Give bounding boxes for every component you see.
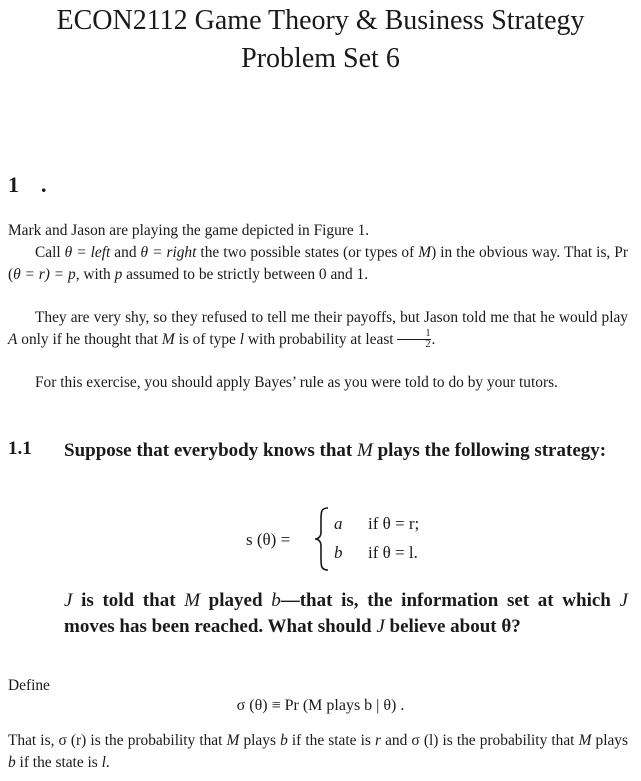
symbol-l: l — [239, 330, 244, 348]
paragraph-shy — [8, 307, 628, 350]
strategy-lhs: s (θ) = — [246, 530, 291, 549]
question-text — [64, 588, 628, 639]
section-heading — [8, 172, 47, 198]
symbol-b: b — [8, 753, 16, 771]
subsection-title-a: Suppose that everybody knows that — [64, 440, 357, 461]
case2-condition: if θ = l. — [368, 543, 418, 562]
bayes-text: For this exercise, you should apply Bayes’ rule as you were told to do by your tutors. — [35, 374, 558, 391]
sigma-text-c: if the state is — [287, 732, 375, 749]
paragraph-bayes — [8, 372, 628, 394]
and-text: and — [110, 244, 141, 261]
document-subtitle: Problem Set 6 — [241, 43, 400, 74]
section-dot: . — [41, 172, 47, 197]
document-title: ECON2112 Game Theory & Business Strategy — [56, 5, 585, 36]
fraction-denominator: 2 — [425, 339, 431, 351]
symbol-l: l — [101, 753, 106, 771]
paragraph-states — [8, 242, 628, 285]
symbol-r: r — [374, 732, 381, 749]
section-number: 1 — [8, 172, 19, 197]
question-e: believe about θ? — [384, 615, 521, 637]
symbol-a: A — [8, 330, 18, 348]
paragraph-intro — [8, 220, 628, 242]
eq-p: ) = p — [44, 265, 76, 283]
case2-value: b — [334, 543, 343, 562]
states-text-c: ) in the obvious way. That is, Pr ( — [8, 244, 628, 283]
shy-text-e: . — [431, 330, 436, 348]
intro-text: Mark and Jason are playing the game depicted in Figure 1. — [8, 222, 370, 239]
fraction-half — [397, 329, 431, 350]
symbol-m: M — [418, 244, 432, 261]
subsection-title-b: plays the following strategy: — [372, 440, 607, 461]
shy-text-a: They are very shy, so they refused to tell me their payoffs, but Jason told me that he would play — [35, 309, 628, 326]
case1-condition: if θ = r; — [368, 514, 420, 533]
symbol-j: J — [376, 615, 385, 637]
symbol-m: M — [184, 590, 201, 611]
question-b: played — [200, 590, 272, 611]
theta-right: θ = right — [140, 244, 197, 261]
symbol-m: M — [578, 732, 592, 749]
states-text-e: assumed to be strictly between 0 and 1. — [122, 265, 369, 283]
subsection-number: 1.1 — [8, 438, 32, 459]
states-text-a: Call — [35, 244, 65, 261]
define-label: Define — [8, 677, 50, 694]
theta-left: θ = left — [64, 244, 111, 261]
sigma-text-b: plays — [239, 732, 281, 749]
paragraph-sigma — [8, 730, 628, 773]
symbol-j: J — [64, 590, 73, 611]
symbol-b: b — [280, 732, 288, 749]
symbol-m: M — [161, 330, 175, 348]
symbol-p: p — [114, 265, 123, 283]
sigma-text-a: That is, σ (r) is the probability that — [8, 732, 227, 749]
symbol-m: M — [226, 732, 240, 749]
fraction-numerator: 1 — [397, 329, 431, 340]
sigma-text-e: plays — [591, 732, 628, 749]
sigma-text-g: . — [105, 753, 110, 771]
symbol-m: M — [356, 440, 373, 461]
states-text-b: the two possible states (or types of — [196, 244, 419, 261]
states-text-d: , with — [75, 265, 115, 283]
symbol-j: J — [619, 590, 628, 611]
sigma-text-f: if the state is — [15, 753, 102, 771]
question-a: is told that — [72, 590, 185, 611]
question-c: —that is, the information set at which — [280, 590, 620, 611]
subsection-title — [64, 438, 628, 464]
symbol-b: b — [271, 590, 281, 611]
theta-eq-r: θ = r — [13, 265, 45, 283]
cases-brace — [312, 506, 332, 572]
shy-text-b: only if he thought that — [17, 330, 162, 348]
question-d: moves has been reached. What should — [64, 615, 377, 637]
shy-text-c: is of type — [174, 330, 240, 348]
case1-value: a — [334, 514, 343, 533]
sigma-definition: σ (θ) ≡ Pr (M plays b | θ) . — [236, 697, 405, 714]
sigma-text-d: and σ (l) is the probability that — [380, 732, 579, 749]
shy-text-d: with probability at least — [243, 330, 398, 348]
